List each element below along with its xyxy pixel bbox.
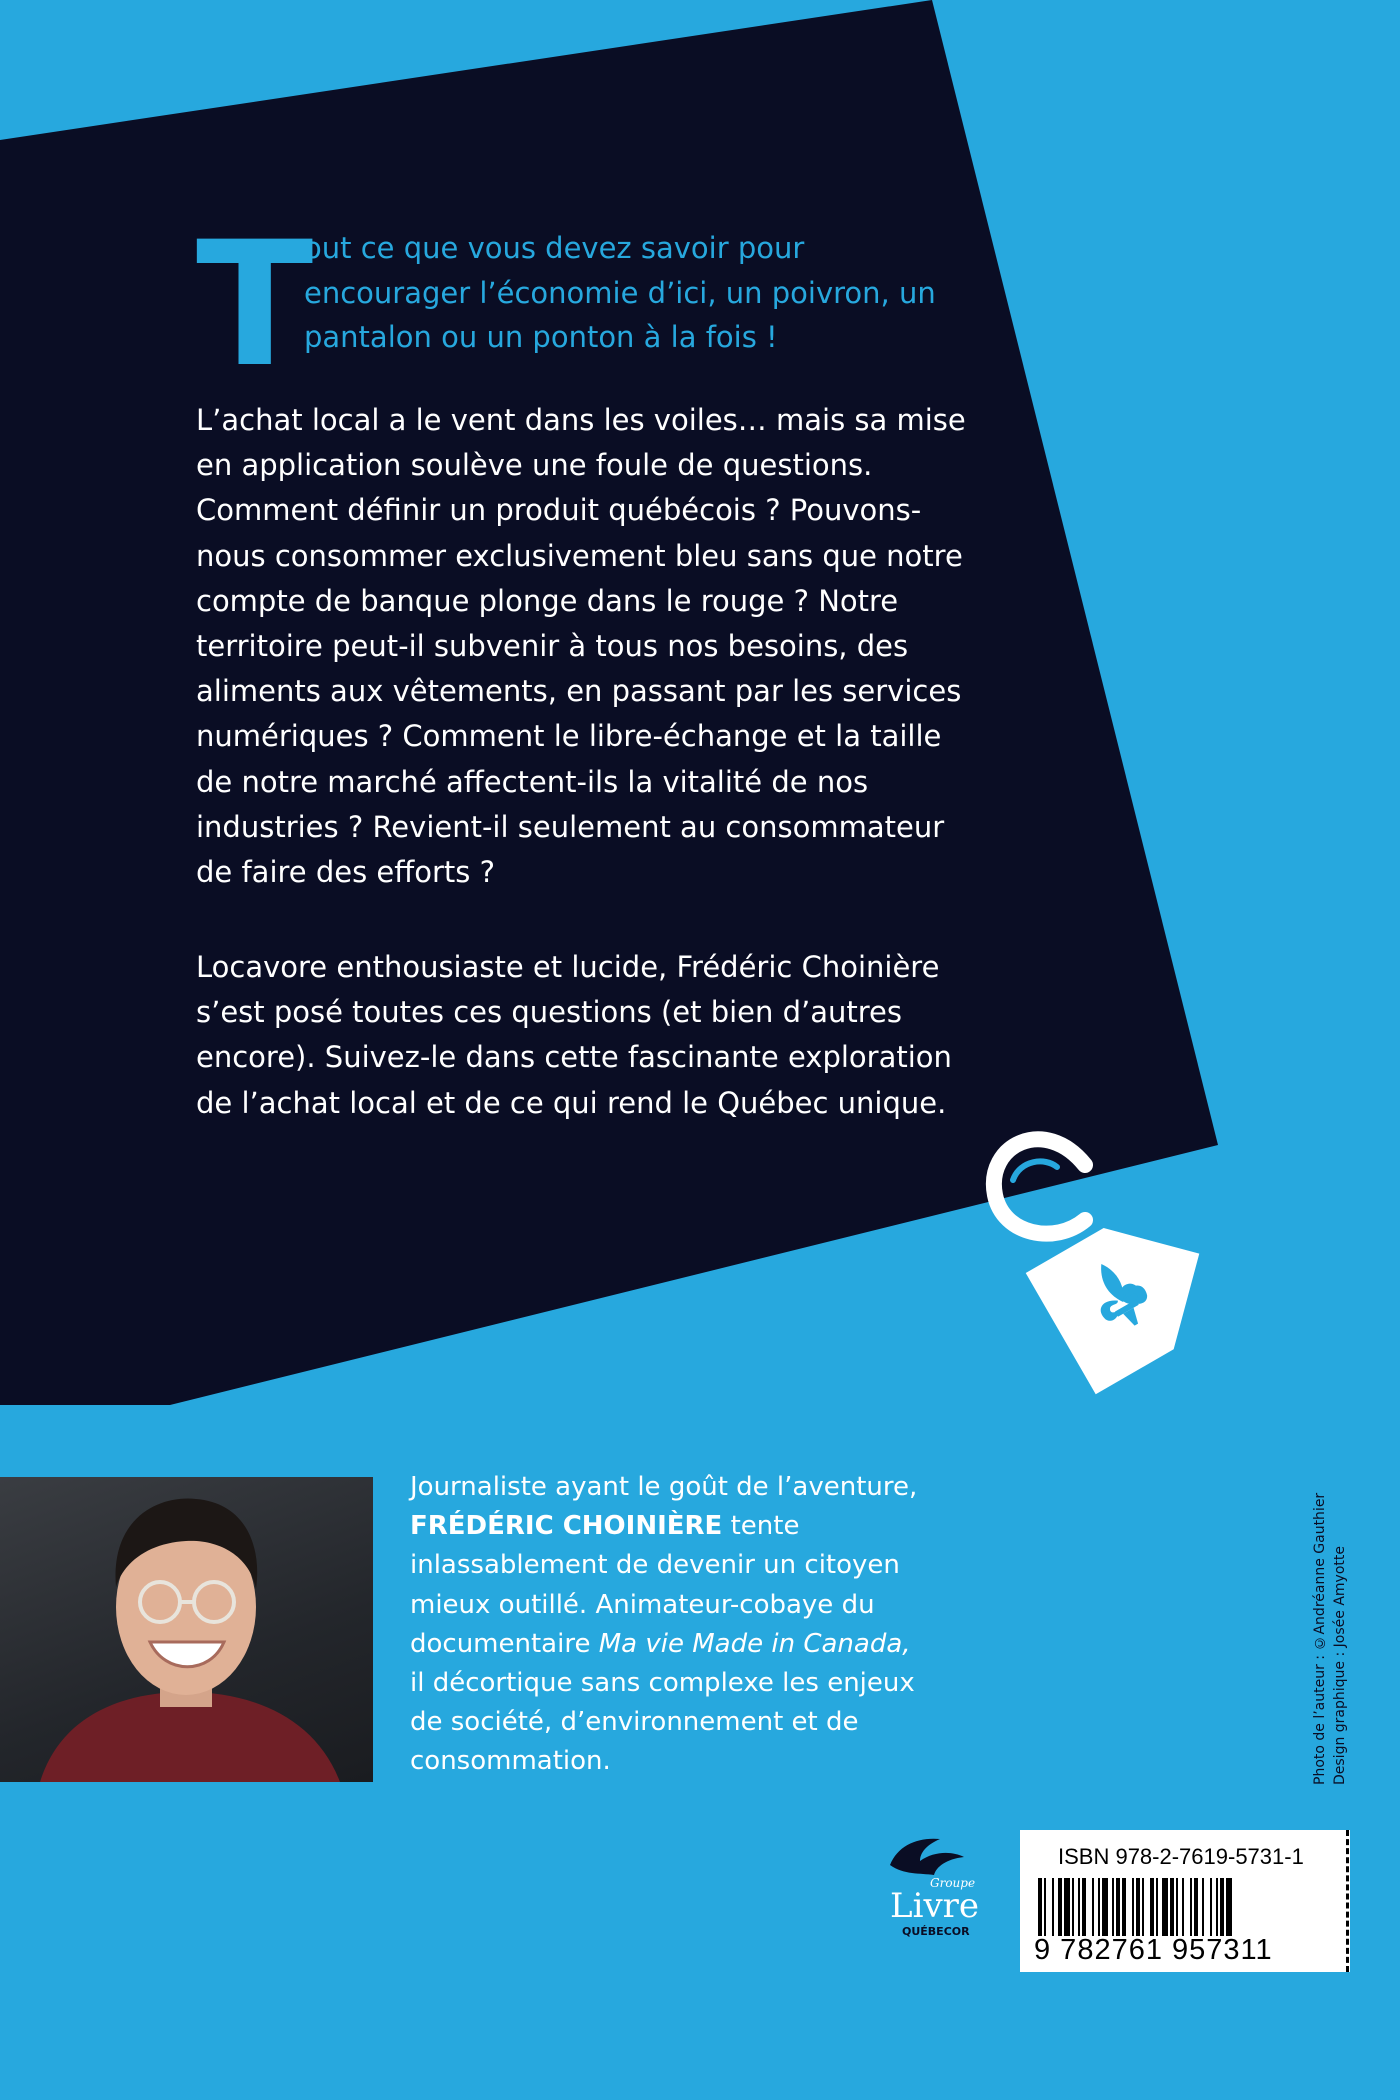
- cut-line: [1346, 1830, 1349, 1972]
- show-title: Ma vie Made in Canada,: [598, 1628, 911, 1659]
- author-photo: [0, 1477, 373, 1782]
- publisher-logo: [860, 1835, 1010, 1945]
- lead-text: out ce que vous devez savoir pour encourager l’économie d’ici, un poivron, un pantalon ou un ponton à la fois !: [304, 231, 936, 354]
- bio-middle: tente inlassablement de devenir un citoyen mieux outillé. Animateur-cobaye du documentaire: [410, 1511, 900, 1659]
- lead-section: [196, 204, 956, 405]
- body-paragraph-2: Locavore enthousiaste et lucide, Frédéric Choinière s’est posé toutes ces questions (et bien d’autres encore). Suivez-le dans cette fascinante exploration de l’achat local et de ce qui rend le Québec unique.: [196, 950, 952, 1120]
- author-name: FRÉDÉRIC CHOINIÈRE: [410, 1511, 723, 1542]
- bio-end: il décortique sans complexe les enjeux de société, d’environnement et de consommation.: [410, 1668, 915, 1777]
- barcode-icon: [1038, 1878, 1338, 1936]
- bird-logo-icon: [860, 1835, 1010, 1945]
- bio-intro: Journaliste ayant le goût de l’aventure,: [410, 1472, 918, 1502]
- author-bio: [410, 1468, 930, 1782]
- credits: [1310, 1490, 1350, 1785]
- drop-cap: T: [196, 204, 314, 405]
- fleur-de-lis-tag-icon: [975, 1105, 1265, 1405]
- publisher-main-label: Livre: [890, 1886, 980, 1926]
- publisher-small-label: Groupe: [930, 1876, 976, 1890]
- body-paragraph-1: L’achat local a le vent dans les voiles… mais sa mise en application soulève une foule de questions. Comment définir un produit québécois ? Pouvons-nous consommer exclusivement bleu sans que notre compte de banque plonge dans le rouge ? Notre territoire peut-il subvenir à tous nos besoins, des aliments aux vêtements, en passant par les services numériques ? Comment le libre-échange et la taille de notre marché affectent-ils la vitalité de nos industries ? Revient-il seulement au consommateur de faire des efforts ?: [196, 403, 966, 890]
- isbn-label: ISBN 978-2-7619-5731-1: [1058, 1844, 1304, 1869]
- isbn-digits: 9 782761 957311: [1034, 1934, 1273, 1966]
- photo-credit: Photo de l’auteur : ©Andréanne Gauthier: [1312, 1492, 1328, 1785]
- barcode-box: [1020, 1830, 1350, 1972]
- publisher-sub-label: QUÉBECOR: [902, 1925, 970, 1938]
- design-credit: Design graphique : Josée Amyotte: [1332, 1546, 1348, 1785]
